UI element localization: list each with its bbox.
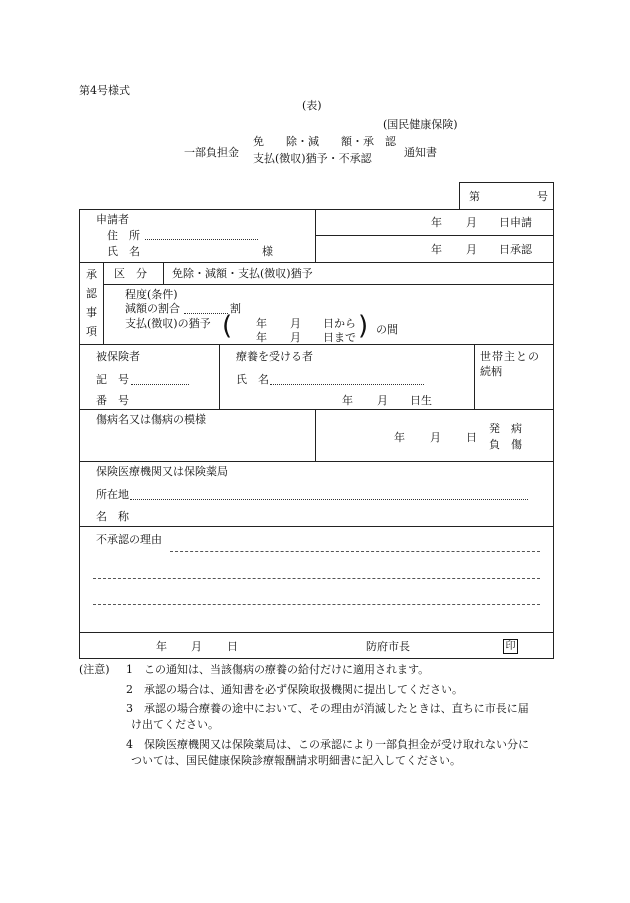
note-3-text-2: け出てください。: [131, 718, 219, 731]
title-prefix: 一部負担金: [184, 146, 239, 159]
degree-label: 程度(条件): [125, 288, 178, 301]
title-suffix: 通知書: [404, 146, 437, 159]
approved-month: 月: [466, 243, 477, 256]
category-value: 免除・減額・支払(徴収)猶予: [172, 267, 313, 280]
footer-day: 日: [227, 640, 238, 653]
from-month: 月: [290, 317, 301, 330]
dob-day: 日生: [410, 394, 432, 407]
reduction-unit: 割: [230, 302, 241, 315]
patient-label: 療養を受ける者: [236, 350, 313, 363]
applicant-label: 申請者: [96, 213, 129, 226]
title-line2: 支払(徴収)猶予・不承認: [253, 152, 372, 165]
note-2-text: 承認の場合は、通知書を必ず保険取扱機関に提出してください。: [144, 683, 463, 696]
approval-side-3: 事: [86, 306, 97, 319]
period-suffix: の間: [376, 323, 398, 336]
honorific: 様: [262, 245, 273, 258]
injury-label: 負 傷: [489, 438, 522, 451]
disease-month: 月: [430, 431, 441, 444]
note-3-num: 3: [126, 702, 133, 715]
title-line1: 免 除・減 額・承 認: [253, 135, 396, 148]
to-month: 月: [290, 331, 301, 344]
onset-label: 発 病: [489, 422, 522, 435]
provider-name-label: 名 称: [96, 510, 129, 523]
to-day: 日まで: [323, 331, 356, 344]
note-4-num: 4: [126, 738, 133, 751]
approval-side-4: 項: [86, 325, 97, 338]
patient-name-label: 氏 名: [236, 373, 269, 386]
patient-name-field[interactable]: [270, 384, 424, 385]
seal-icon: 印: [503, 639, 518, 654]
issuer: 防府市長: [366, 640, 410, 653]
relation-label-1: 世帯主との: [480, 350, 540, 363]
rejection-line-2[interactable]: [93, 578, 540, 579]
disease-label: 傷病名又は傷病の模様: [96, 413, 206, 426]
from-year: 年: [256, 317, 267, 330]
note-1-text: この通知は、当該傷病の療養の給付だけに適用されます。: [144, 663, 430, 676]
dob-month: 月: [377, 394, 388, 407]
approval-side-2: 認: [86, 287, 97, 300]
number-suffix: 号: [537, 190, 548, 203]
left-brace-icon: (: [222, 311, 233, 341]
applied-month: 月: [466, 216, 477, 229]
reduction-label: 減額の割合: [125, 302, 180, 315]
insurance-type: (国民健康保険): [383, 118, 458, 131]
applied-day: 日申請: [499, 216, 532, 229]
insured-label: 被保険者: [96, 350, 140, 363]
rejection-label: 不承認の理由: [96, 533, 162, 546]
address-label: 住 所: [107, 229, 140, 242]
address-field[interactable]: [145, 239, 258, 240]
to-year: 年: [256, 331, 267, 344]
location-field[interactable]: [130, 499, 528, 500]
symbol-label: 記 号: [96, 373, 129, 386]
footer-month: 月: [191, 640, 202, 653]
rejection-line-1[interactable]: [170, 551, 540, 552]
applied-year: 年: [431, 216, 442, 229]
note-3-text-1: 承認の場合療養の途中において、その理由が消滅したときは、直ちに市長に届: [144, 702, 529, 715]
note-2-num: 2: [126, 683, 133, 696]
category-label: 区 分: [114, 267, 147, 280]
disease-day: 日: [466, 431, 477, 444]
form-side: (表): [302, 99, 322, 112]
approved-year: 年: [431, 243, 442, 256]
deferral-label: 支払(徴収)の猶予: [125, 317, 211, 330]
approval-side-1: 承: [86, 268, 97, 281]
number-label: 第: [469, 190, 480, 203]
insured-number-label: 番 号: [96, 394, 129, 407]
provider-label: 保険医療機関又は保険薬局: [96, 465, 228, 478]
symbol-field[interactable]: [131, 384, 189, 385]
relation-label-2: 続柄: [480, 365, 502, 378]
note-4-text-2: ついては、国民健康保険診療報酬請求明細書に記入してください。: [131, 754, 461, 767]
right-brace-icon: ): [358, 311, 369, 341]
rejection-line-3[interactable]: [93, 604, 540, 605]
note-4-text-1: 保険医療機関又は保険薬局は、この承認により一部負担金が受け取れない分に: [144, 738, 529, 751]
note-1-num: 1: [126, 663, 133, 676]
notes-heading: (注意): [79, 663, 110, 676]
location-label: 所在地: [96, 488, 129, 501]
form-number: 第4号様式: [79, 84, 130, 97]
name-label: 氏 名: [107, 245, 140, 258]
from-day: 日から: [323, 317, 356, 330]
footer-year: 年: [156, 640, 167, 653]
approved-day: 日承認: [499, 243, 532, 256]
dob-year: 年: [342, 394, 353, 407]
disease-year: 年: [394, 431, 405, 444]
